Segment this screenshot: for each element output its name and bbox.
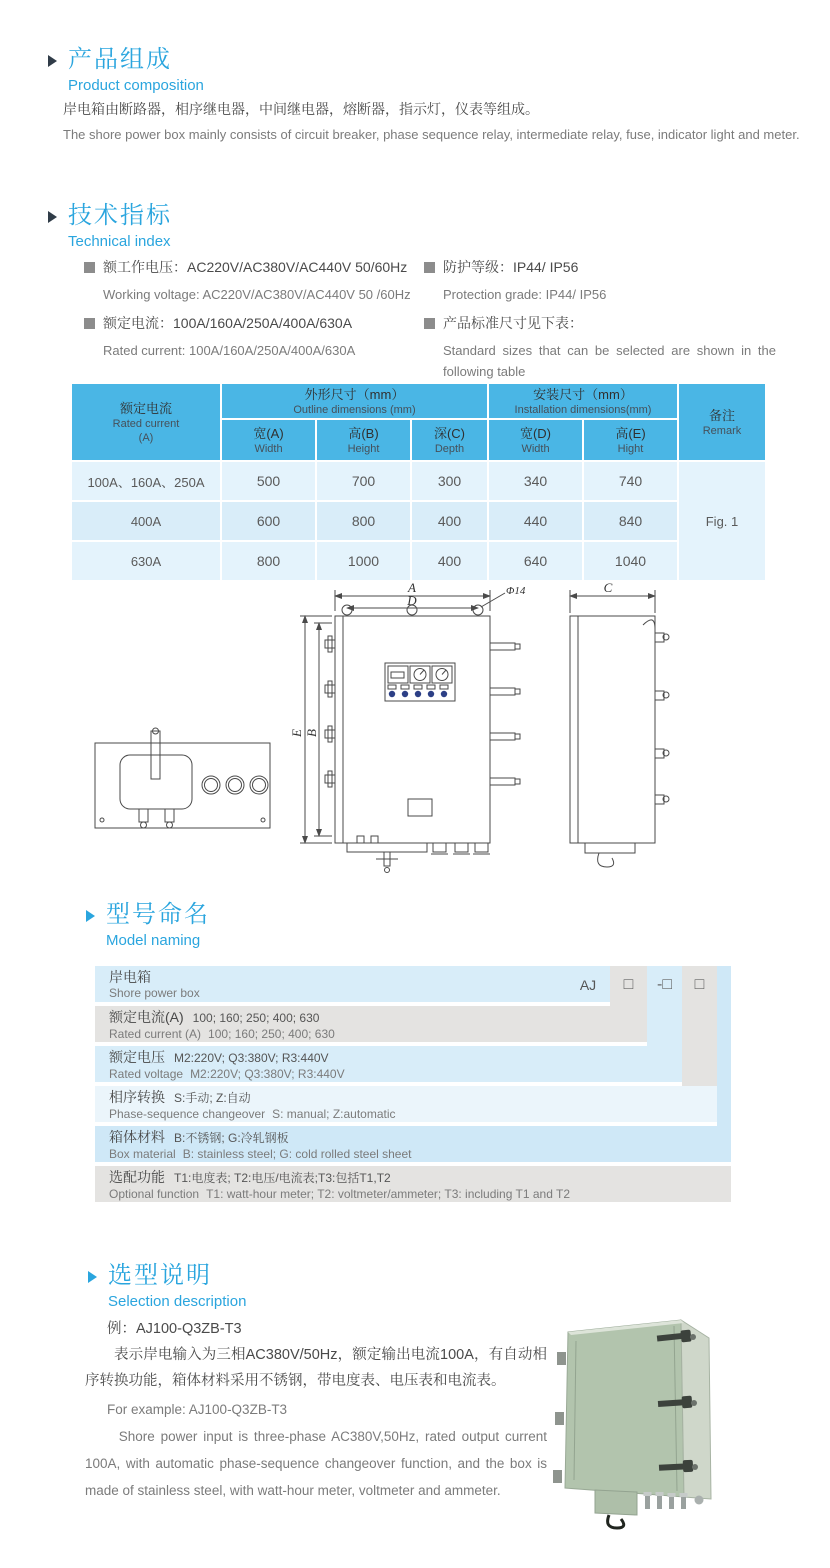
- model-term-en: Box material: [109, 1147, 176, 1161]
- spec-item-rated-current: [84, 312, 424, 361]
- dimensions-table: [70, 382, 767, 582]
- model-code-prefix: AJ: [579, 977, 597, 993]
- dim-cell: 400: [411, 541, 488, 581]
- table-row: [71, 461, 766, 501]
- model-title-en: Model naming: [106, 932, 201, 949]
- spec-en-text: Rated current: 100A/160A/250A/400A/630A: [103, 343, 356, 358]
- height-b-header: [316, 419, 411, 461]
- spec-zh-line: [84, 256, 424, 278]
- model-code-box-3: □: [694, 976, 705, 993]
- composition-body-zh: 岸电箱由断路器，相序继电器，中间继电器，熔断器，指示灯，仪表等组成。: [63, 101, 539, 117]
- model-desc-zh: 100; 160; 250; 400; 630: [192, 1011, 320, 1025]
- dim-cell: 100A、160A、250A: [71, 461, 221, 501]
- selection-example-en: For example: AJ100-Q3ZB-T3: [107, 1402, 288, 1417]
- header-zh: 宽(D): [519, 425, 552, 441]
- dim-label-c: C: [603, 583, 613, 595]
- model-desc-en: M2:220V; Q3:380V; R3:440V: [190, 1067, 345, 1081]
- installation-dimensions-header: [488, 383, 678, 419]
- section-header-model-naming: [86, 901, 210, 949]
- dim-cell: 400: [411, 501, 488, 541]
- spec-item-working-voltage: [84, 256, 424, 305]
- model-desc-zh: S:手动; Z:自动: [174, 1091, 251, 1105]
- model-desc-en: S: manual; Z:automatic: [272, 1107, 396, 1121]
- section-titles: [68, 202, 172, 250]
- front-view-drawing: [300, 590, 520, 873]
- bullet-square-icon: [424, 262, 435, 273]
- selection-example-zh: 例：AJ100-Q3ZB-T3: [107, 1321, 242, 1337]
- model-term-zh: 箱体材料: [109, 1129, 165, 1145]
- header-en: Width: [254, 442, 283, 455]
- model-desc-zh: T1:电度表; T2:电压/电流表;T3:包括T1,T2: [174, 1171, 391, 1185]
- dim-cell: 740: [583, 461, 678, 501]
- dim-cell: 800: [221, 541, 316, 581]
- model-row-shore-power-box: [95, 966, 610, 1002]
- section-header-technical: [48, 202, 172, 250]
- dim-cell: 340: [488, 461, 583, 501]
- dim-cell: 630A: [71, 541, 221, 581]
- model-term-zh: 岸电箱: [109, 969, 151, 985]
- model-row-box-material: [95, 1126, 731, 1162]
- header-en: Rated current: [112, 417, 180, 430]
- dim-label-phi14: Φ14: [506, 585, 526, 597]
- table-row: [71, 541, 766, 581]
- model-desc-zh: B:不锈钢; G:冷轧钢板: [174, 1131, 289, 1145]
- section-titles: [108, 1262, 246, 1310]
- section-titles: [68, 46, 204, 94]
- spec-zh-line: [424, 256, 776, 278]
- composition-title-zh: 产品组成: [68, 46, 172, 73]
- width-a-header: [221, 419, 316, 461]
- model-desc-en: B: stainless steel; G: cold rolled steel sheet: [182, 1147, 412, 1161]
- section-titles: [106, 901, 210, 949]
- section-header-selection: [88, 1262, 246, 1310]
- header-zh: 额定电流: [119, 400, 172, 416]
- section-marker-icon: [48, 55, 57, 67]
- model-term-zh: 相序转换: [109, 1089, 165, 1105]
- header-zh: 外形尺寸（mm）: [304, 386, 405, 402]
- spec-item-protection-grade: [424, 256, 776, 305]
- model-desc-en: T1: watt-hour meter; T2: voltmeter/ammeter; T3: including T1 and T2: [206, 1187, 570, 1201]
- bottom-hook: [608, 1515, 624, 1528]
- side-view-drawing: [570, 590, 669, 867]
- dim-cell: 800: [316, 501, 411, 541]
- section-marker-icon: [86, 910, 95, 922]
- table-row: [71, 501, 766, 541]
- model-desc-zh: M2:220V; Q3:380V; R3:440V: [174, 1051, 329, 1065]
- header-en: Remark: [702, 424, 742, 437]
- model-term-en: Rated current (A): [109, 1027, 202, 1041]
- dim-cell: 1040: [583, 541, 678, 581]
- model-row-rated-current: [95, 1006, 647, 1042]
- model-term-en: Optional function: [109, 1187, 200, 1201]
- hinges: [553, 1352, 566, 1483]
- dim-cell: 500: [221, 461, 316, 501]
- model-row-rated-voltage: [95, 1046, 682, 1082]
- header-en: Hight: [617, 442, 644, 455]
- spec-zh-text: 产品标准尺寸见下表：: [443, 315, 583, 331]
- header-en: Installation dimensions(mm): [514, 403, 652, 416]
- spec-zh-line: [424, 312, 776, 334]
- product-photo: [543, 1292, 828, 1552]
- remark-cell: Fig. 1: [678, 461, 766, 581]
- composition-body-en: The shore power box mainly consists of circuit breaker, phase sequence relay, intermediate relay, fuse, indicator light and meter.: [63, 127, 800, 142]
- model-term-zh: 额定电流(A): [109, 1009, 184, 1025]
- section-marker-icon: [88, 1271, 97, 1283]
- header-unit: (A): [138, 431, 154, 444]
- header-zh: 高(E): [615, 425, 646, 441]
- spec-en-text: Working voltage: AC220V/AC380V/AC440V 50 /60Hz: [103, 287, 411, 302]
- model-term-en: Rated voltage: [109, 1067, 184, 1081]
- spec-zh-line: [84, 312, 424, 334]
- outline-dimensions-header: [221, 383, 488, 419]
- header-en: Height: [347, 442, 380, 455]
- rated-current-header: [71, 383, 221, 461]
- outline-drawing: [85, 583, 745, 883]
- section-header-composition: [48, 46, 204, 94]
- technical-title-en: Technical index: [68, 233, 171, 250]
- spec-zh-text: 额定电流：100A/160A/250A/400A/630A: [103, 315, 353, 331]
- dim-label-b: B: [304, 729, 319, 737]
- dim-cell: 840: [583, 501, 678, 541]
- dim-cell: 1000: [316, 541, 411, 581]
- spec-en-text: Protection grade: IP44/ IP56: [443, 287, 607, 302]
- model-code-box-2: -□: [657, 976, 672, 993]
- selection-paragraph-zh: 表示岸电输入为三相AC380V/50Hz，额定输出电流100A，有自动相序转换功能，箱体材料采用不锈钢，带电度表、电压表和电流表。: [85, 1347, 547, 1389]
- model-title-zh: 型号命名: [106, 901, 210, 928]
- model-term-zh: 选配功能: [109, 1169, 165, 1185]
- selection-title-en: Selection description: [108, 1293, 247, 1310]
- dim-cell: 440: [488, 501, 583, 541]
- model-row-optional-function: [95, 1166, 731, 1202]
- header-zh: 备注: [708, 407, 735, 423]
- header-en: Width: [521, 442, 550, 455]
- header-en: Outline dimensions (mm): [293, 403, 416, 416]
- model-desc-en: 100; 160; 250; 400; 630: [208, 1027, 335, 1041]
- selection-paragraph-en: Shore power input is three-phase AC380V,50Hz, rated output current 100A, with automatic phase-sequence changeover function, and the box is made of stainless steel, with watt-hour meter, voltmeter and ammeter.: [85, 1429, 547, 1498]
- bullet-square-icon: [424, 318, 435, 329]
- table-group-header-row: [71, 383, 766, 419]
- depth-c-header: [411, 419, 488, 461]
- spec-item-standard-sizes: [424, 312, 776, 382]
- model-row-phase-sequence: [95, 1086, 717, 1122]
- spec-en-text: Standard sizes that can be selected are shown in the following table: [443, 343, 776, 379]
- dim-cell: 400A: [71, 501, 221, 541]
- width-d-header: [488, 419, 583, 461]
- indicator-lights: [389, 691, 447, 697]
- model-term-en: Phase-sequence changeover: [109, 1107, 266, 1121]
- composition-title-en: Product composition: [68, 77, 204, 94]
- spec-zh-text: 额工作电压：AC220V/AC380V/AC440V 50/60Hz: [103, 259, 408, 275]
- dim-cell: 640: [488, 541, 583, 581]
- dim-cell: 700: [316, 461, 411, 501]
- model-naming-diagram: [95, 966, 745, 1202]
- selection-title-zh: 选型说明: [108, 1262, 212, 1289]
- selection-text-block: [85, 1316, 547, 1504]
- dim-label-e: E: [289, 729, 304, 737]
- section-marker-icon: [48, 211, 57, 223]
- height-e-header: [583, 419, 678, 461]
- model-term-zh: 额定电压: [109, 1049, 165, 1065]
- header-zh: 宽(A): [253, 425, 284, 441]
- header-en: Depth: [434, 442, 465, 455]
- header-zh: 高(B): [348, 425, 379, 441]
- model-code-box-1: □: [623, 976, 634, 993]
- green-cabinet: [553, 1320, 711, 1528]
- header-zh: 深(C): [433, 425, 466, 441]
- model-term-en: Shore power box: [109, 986, 200, 1000]
- bullet-square-icon: [84, 318, 95, 329]
- spec-zh-text: 防护等级：IP44/ IP56: [443, 259, 579, 275]
- dim-cell: 600: [221, 501, 316, 541]
- dim-label-a: A: [408, 583, 416, 595]
- dim-label-d: D: [407, 593, 417, 608]
- bottom-view-drawing: [95, 728, 270, 828]
- remark-header: [678, 383, 766, 461]
- bullet-square-icon: [84, 262, 95, 273]
- header-zh: 安装尺寸（mm）: [533, 386, 633, 402]
- dim-cell: 300: [411, 461, 488, 501]
- technical-title-zh: 技术指标: [68, 202, 172, 229]
